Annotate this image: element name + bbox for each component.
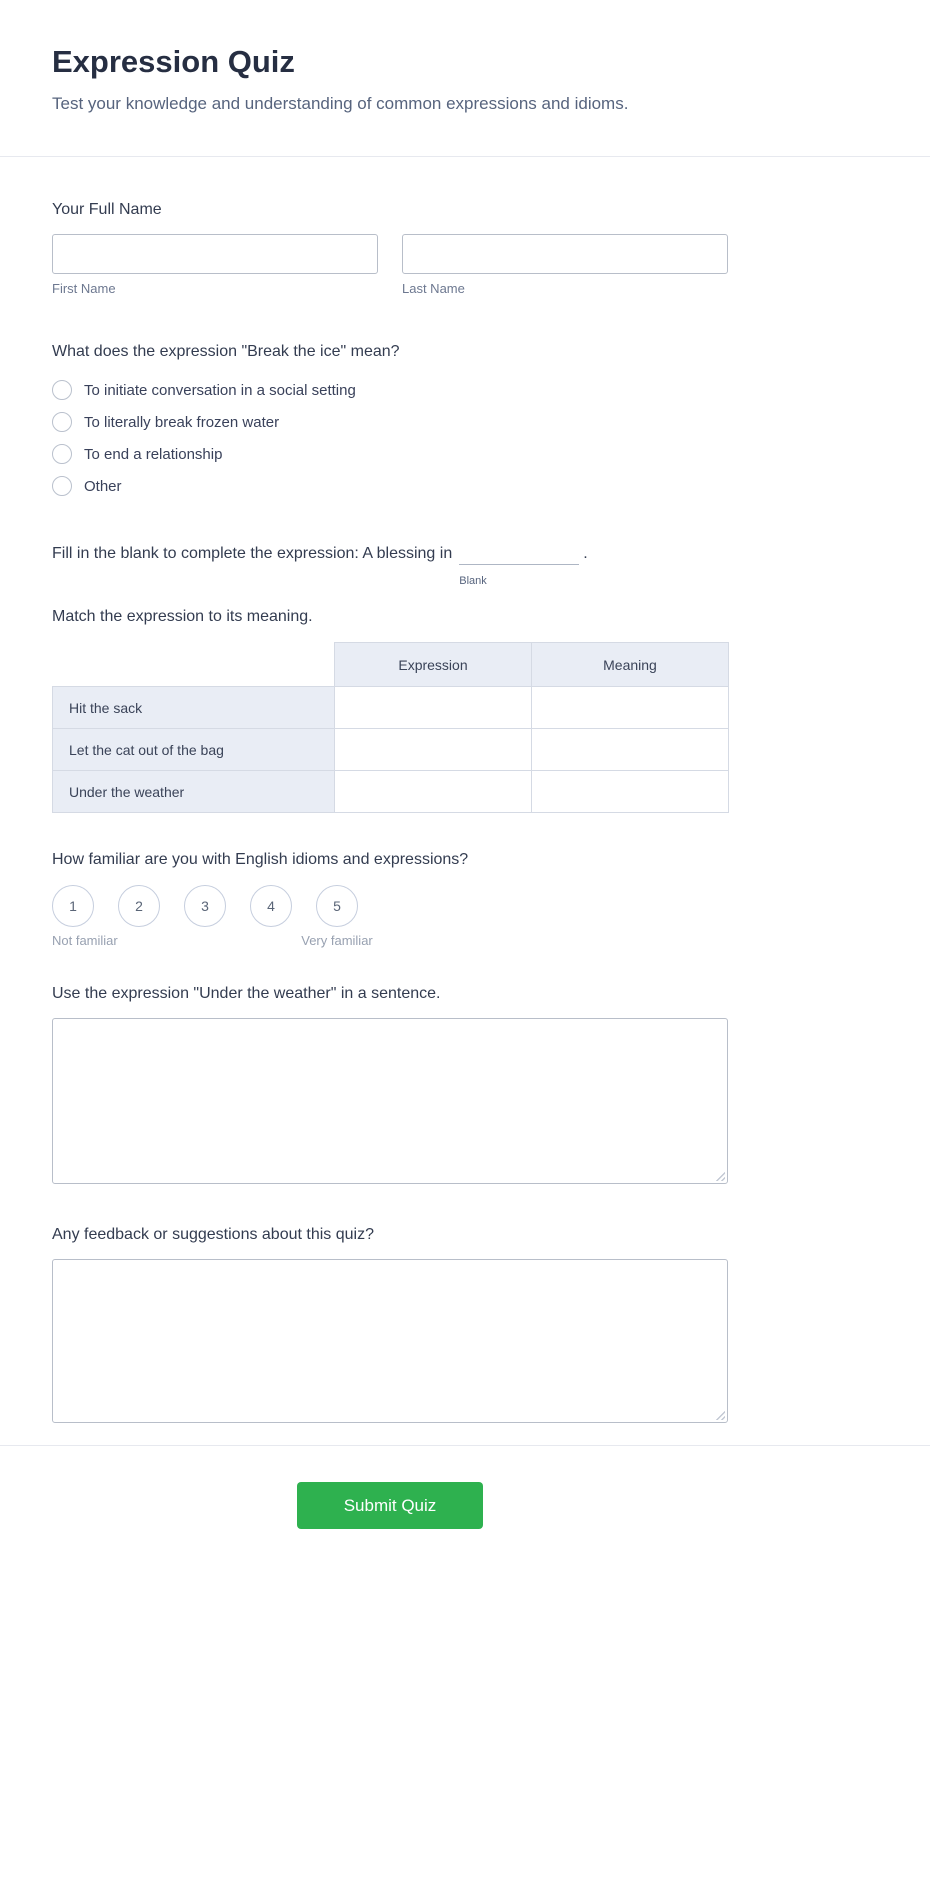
radio-option-label: To end a relationship (84, 445, 223, 463)
scale-min-label: Not familiar (52, 933, 118, 948)
radio-option-label: Other (84, 477, 122, 495)
scale-options-row (52, 885, 728, 927)
form-header (0, 0, 930, 116)
last-name-sublabel: Last Name (402, 281, 465, 296)
matrix-cell[interactable] (335, 771, 532, 813)
radio-option-label: To literally break frozen water (84, 413, 280, 431)
submit-row (52, 1446, 728, 1529)
matrix-cell[interactable] (532, 729, 729, 771)
scale-option-2[interactable]: 2 (118, 885, 160, 927)
matrix-cell[interactable] (532, 771, 729, 813)
page-subtitle: Test your knowledge and understanding of common expressions and idioms. (52, 94, 629, 113)
matrix-cell[interactable] (532, 687, 729, 729)
fill-blank-text-before: Fill in the blank to complete the expression: A blessing in (52, 545, 453, 562)
question-matching (52, 606, 728, 813)
matching-column-header: Meaning (532, 643, 729, 687)
header-divider (0, 156, 930, 157)
fill-blank-text-after: . (583, 545, 588, 562)
scale-option-4[interactable]: 4 (250, 885, 292, 927)
table-row (53, 771, 729, 813)
question-familiarity-scale (52, 849, 728, 949)
question-break-the-ice (52, 341, 728, 502)
matching-row-label: Hit the sack (53, 687, 335, 729)
feedback-textarea-wrap (52, 1259, 728, 1423)
submit-button[interactable]: Submit Quiz (297, 1482, 483, 1529)
name-sublabels-row (52, 281, 728, 296)
feedback-textarea[interactable] (52, 1259, 728, 1423)
radio-icon[interactable] (52, 380, 72, 400)
sentence-textarea-wrap (52, 1018, 728, 1184)
matching-table-header-row (53, 643, 729, 687)
question-full-name (52, 199, 728, 296)
question-label: Your Full Name (52, 201, 162, 218)
blank-input[interactable] (459, 543, 579, 565)
page-title: Expression Quiz (52, 44, 295, 79)
radio-option[interactable] (52, 438, 728, 470)
matrix-cell[interactable] (335, 687, 532, 729)
matching-table-corner-cell (53, 643, 335, 687)
last-name-input[interactable] (402, 234, 728, 274)
matrix-cell[interactable] (335, 729, 532, 771)
radio-icon[interactable] (52, 476, 72, 496)
radio-icon[interactable] (52, 444, 72, 464)
radio-options-list (52, 374, 728, 502)
sentence-textarea[interactable] (52, 1018, 728, 1184)
radio-option[interactable] (52, 470, 728, 502)
radio-option[interactable] (52, 374, 728, 406)
radio-icon[interactable] (52, 412, 72, 432)
question-label: How familiar are you with English idioms and expressions? (52, 851, 469, 868)
question-label: Use the expression "Under the weather" in a sentence. (52, 985, 441, 1002)
question-fill-in-blank (52, 542, 728, 587)
question-feedback (52, 1224, 728, 1423)
scale-labels-row (52, 933, 373, 949)
blank-sublabel: Blank (459, 575, 487, 587)
table-row (53, 729, 729, 771)
radio-option[interactable] (52, 406, 728, 438)
table-row (53, 687, 729, 729)
scale-option-5[interactable]: 5 (316, 885, 358, 927)
form-body (52, 199, 728, 1423)
scale-max-label: Very familiar (301, 933, 373, 948)
first-name-input[interactable] (52, 234, 378, 274)
blank-wrap (459, 542, 579, 587)
matching-table (52, 642, 729, 813)
scale-option-1[interactable]: 1 (52, 885, 94, 927)
name-inputs-row (52, 234, 728, 274)
question-label: Any feedback or suggestions about this quiz? (52, 1226, 374, 1243)
question-sentence (52, 983, 728, 1184)
matching-row-label: Let the cat out of the bag (53, 729, 335, 771)
first-name-sublabel: First Name (52, 281, 116, 296)
scale-option-3[interactable]: 3 (184, 885, 226, 927)
matching-row-label: Under the weather (53, 771, 335, 813)
question-label: Match the expression to its meaning. (52, 608, 313, 625)
fill-blank-line (52, 542, 728, 587)
question-label: What does the expression "Break the ice" mean? (52, 343, 400, 360)
radio-option-label: To initiate conversation in a social setting (84, 381, 356, 399)
matching-column-header: Expression (335, 643, 532, 687)
